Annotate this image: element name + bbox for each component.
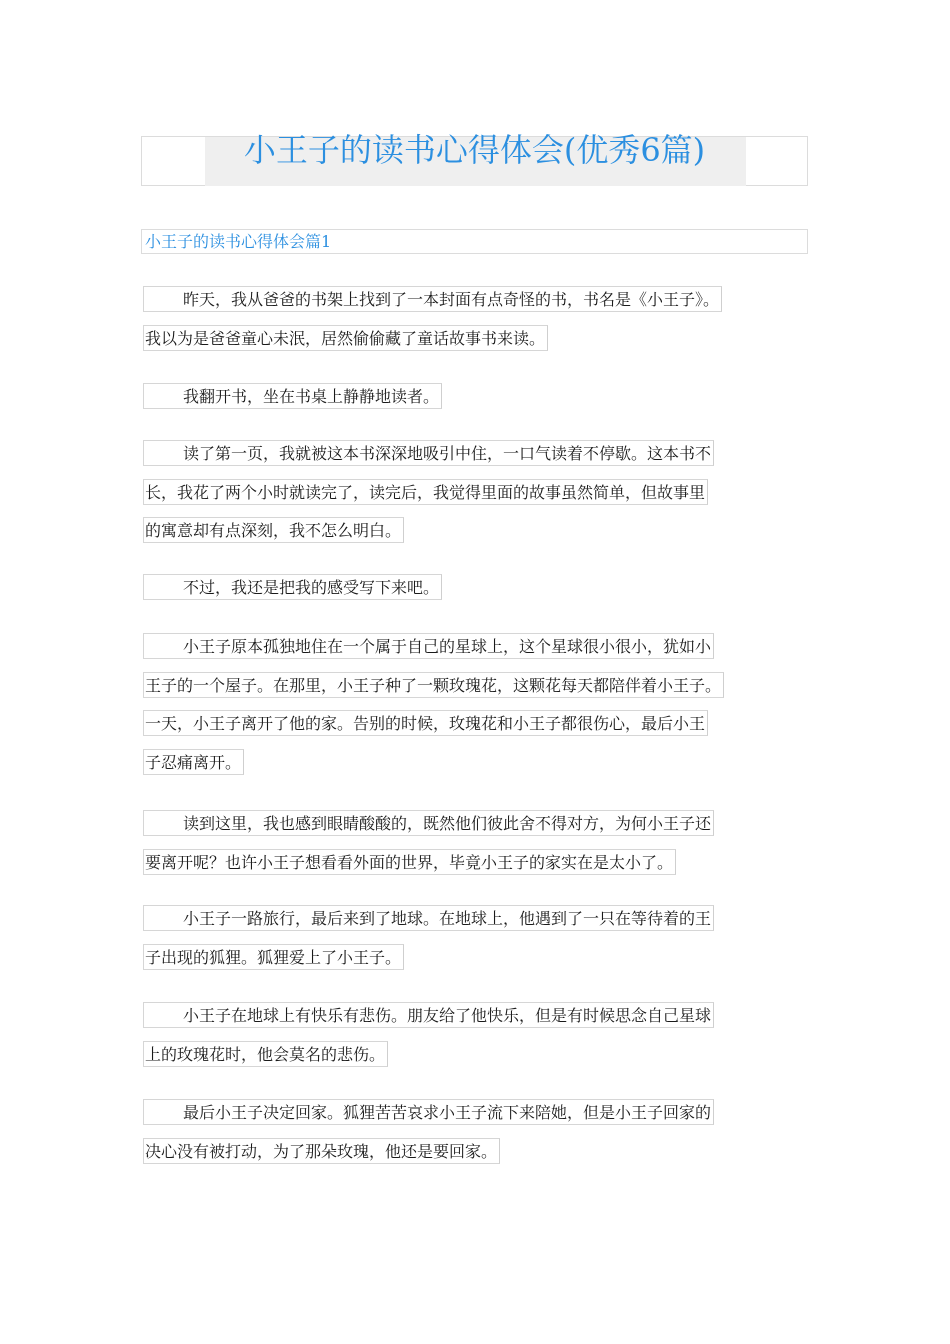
paragraph xyxy=(143,286,808,363)
paragraph-line: 长，我花了两个小时就读完了，读完后，我觉得里面的故事虽然简单，但故事里 xyxy=(143,479,708,505)
paragraph-line xyxy=(143,1099,714,1125)
paragraph xyxy=(143,905,808,982)
paragraph xyxy=(143,574,808,613)
paragraph-line xyxy=(143,574,442,600)
paragraph-line xyxy=(143,1002,714,1028)
paragraph-line xyxy=(143,383,442,409)
paragraph-line-text: 最后小王子决定回家。狐狸苦苦哀求小王子流下来陪她，但是小王子回家的 xyxy=(183,1103,712,1122)
paragraph-line-text: 小王子在地球上有快乐有悲伤。朋友给了他快乐，但是有时候思念自己星球 xyxy=(183,1006,712,1025)
paragraph-line-text: 我翻开书，坐在书桌上静静地读者。 xyxy=(183,387,440,406)
paragraph-line: 我以为是爸爸童心未泯，居然偷偷藏了童话故事书来读。 xyxy=(143,325,548,351)
paragraph-line: 子出现的狐狸。狐狸爱上了小王子。 xyxy=(143,944,404,970)
paragraph-line-text: 读了第一页，我就被这本书深深地吸引中住，一口气读着不停歇。这本书不 xyxy=(183,444,712,463)
paragraph-line: 上的玫瑰花时，他会莫名的悲伤。 xyxy=(143,1041,388,1067)
paragraph xyxy=(143,810,808,887)
section-heading: 小王子的读书心得体会篇1 xyxy=(141,229,808,254)
paragraph-line: 子忍痛离开。 xyxy=(143,749,244,775)
paragraph-line-text: 小王子一路旅行，最后来到了地球。在地球上，他遇到了一只在等待着的王 xyxy=(183,909,712,928)
paragraph-line-text: 昨天，我从爸爸的书架上找到了一本封面有点奇怪的书，书名是《小王子》。 xyxy=(183,290,720,309)
paragraph-line xyxy=(143,905,714,931)
paragraph-line: 王子的一个屋子。在那里，小王子种了一颗玫瑰花，这颗花每天都陪伴着小王子。 xyxy=(143,672,724,698)
paragraph-line: 的寓意却有点深刻，我不怎么明白。 xyxy=(143,517,404,543)
paragraph-line xyxy=(143,810,714,836)
paragraph xyxy=(143,440,808,556)
document-title: 小王子的读书心得体会(优秀6篇) xyxy=(243,131,706,169)
paragraph xyxy=(143,633,808,788)
paragraph-line xyxy=(143,633,714,659)
paragraph-line-text: 不过，我还是把我的感受写下来吧。 xyxy=(183,578,440,597)
paragraph-line xyxy=(143,286,722,312)
paragraph-line: 一天，小王子离开了他的家。告别的时候，玫瑰花和小王子都很伤心，最后小王 xyxy=(143,710,708,736)
paragraph-line xyxy=(143,440,714,466)
paragraph xyxy=(143,383,808,422)
paragraph xyxy=(143,1002,808,1079)
paragraph-line: 要离开呢？也许小王子想看看外面的世界，毕竟小王子的家实在是太小了。 xyxy=(143,849,676,875)
paragraph-line-text: 读到这里，我也感到眼睛酸酸的，既然他们彼此舍不得对方，为何小王子还 xyxy=(183,814,712,833)
paragraph-line: 决心没有被打动，为了那朵玫瑰，他还是要回家。 xyxy=(143,1138,500,1164)
paragraph-line-text: 小王子原本孤独地住在一个属于自己的星球上，这个星球很小很小，犹如小 xyxy=(183,637,712,656)
paragraph xyxy=(143,1099,808,1176)
